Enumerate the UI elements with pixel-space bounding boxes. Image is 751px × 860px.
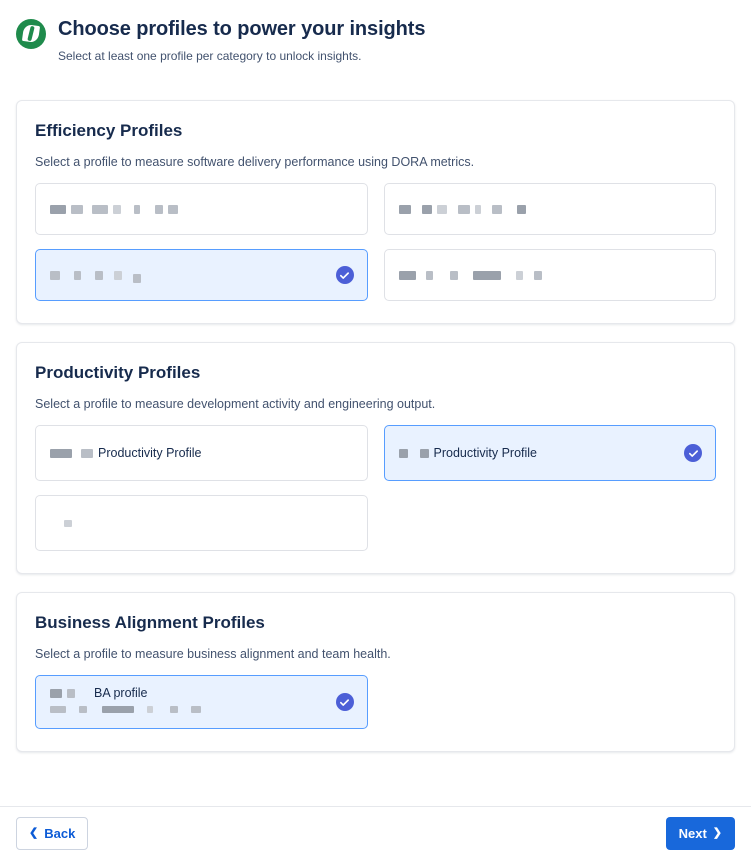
redacted-label-prefix — [399, 449, 434, 458]
section-description-productivity: Select a profile to measure development activity and engineering output. — [35, 397, 436, 411]
page-subtitle: Select at least one profile per category to unlock insights. — [58, 49, 362, 63]
section-title-productivity: Productivity Profiles — [35, 363, 201, 382]
profile-card-eff-1[interactable] — [35, 183, 368, 235]
profile-grid-productivity — [35, 425, 716, 551]
selected-check-icon — [336, 266, 354, 284]
redacted-label — [50, 520, 77, 527]
profile-title-row — [50, 686, 353, 700]
profile-label: Productivity Profile — [433, 446, 538, 460]
redacted-label — [399, 271, 547, 280]
profile-grid-business-alignment — [35, 675, 716, 729]
profile-card-prod-3[interactable] — [35, 495, 368, 551]
header-text — [58, 16, 425, 64]
chevron-right-icon: ❯ — [712, 827, 722, 839]
section-productivity-profiles — [16, 342, 735, 574]
next-button-label: Next — [678, 826, 707, 841]
page-title: Choose profiles to power your insights — [58, 18, 426, 40]
selected-check-icon — [336, 693, 354, 711]
profile-card-prod-1[interactable] — [35, 425, 368, 481]
profile-card-ba-1[interactable] — [35, 675, 368, 729]
profile-card-eff-3[interactable] — [35, 249, 368, 301]
section-title-efficiency: Efficiency Profiles — [35, 121, 183, 140]
selected-check-icon — [684, 444, 702, 462]
redacted-label — [50, 267, 146, 283]
chevron-left-icon: ❮ — [29, 827, 39, 839]
section-description-business-alignment: Select a profile to measure business alignment and team health. — [35, 647, 391, 661]
footer-actions — [0, 806, 751, 860]
profile-card-eff-2[interactable] — [384, 183, 717, 235]
redacted-label-prefix — [50, 449, 98, 458]
profile-grid-efficiency — [35, 183, 716, 301]
profiles-scroll-area[interactable] — [0, 86, 751, 806]
profile-card-eff-4[interactable] — [384, 249, 717, 301]
section-description-efficiency: Select a profile to measure software delivery performance using DORA metrics. — [35, 155, 475, 169]
redacted-label — [50, 205, 183, 214]
back-button[interactable] — [16, 817, 88, 850]
profile-card-prod-2[interactable] — [384, 425, 717, 481]
page-header — [0, 0, 751, 64]
section-title-business-alignment: Business Alignment Profiles — [35, 613, 265, 632]
next-button[interactable] — [666, 817, 735, 850]
section-business-alignment-profiles — [16, 592, 735, 752]
profile-label: BA profile — [94, 686, 148, 700]
back-button-label: Back — [44, 826, 76, 841]
redacted-label — [399, 205, 531, 214]
profile-content — [50, 686, 353, 713]
leaf-logo-icon — [16, 19, 46, 49]
profile-meta-row — [50, 706, 353, 713]
profile-label: Productivity Profile — [98, 446, 202, 460]
section-efficiency-profiles — [16, 100, 735, 324]
